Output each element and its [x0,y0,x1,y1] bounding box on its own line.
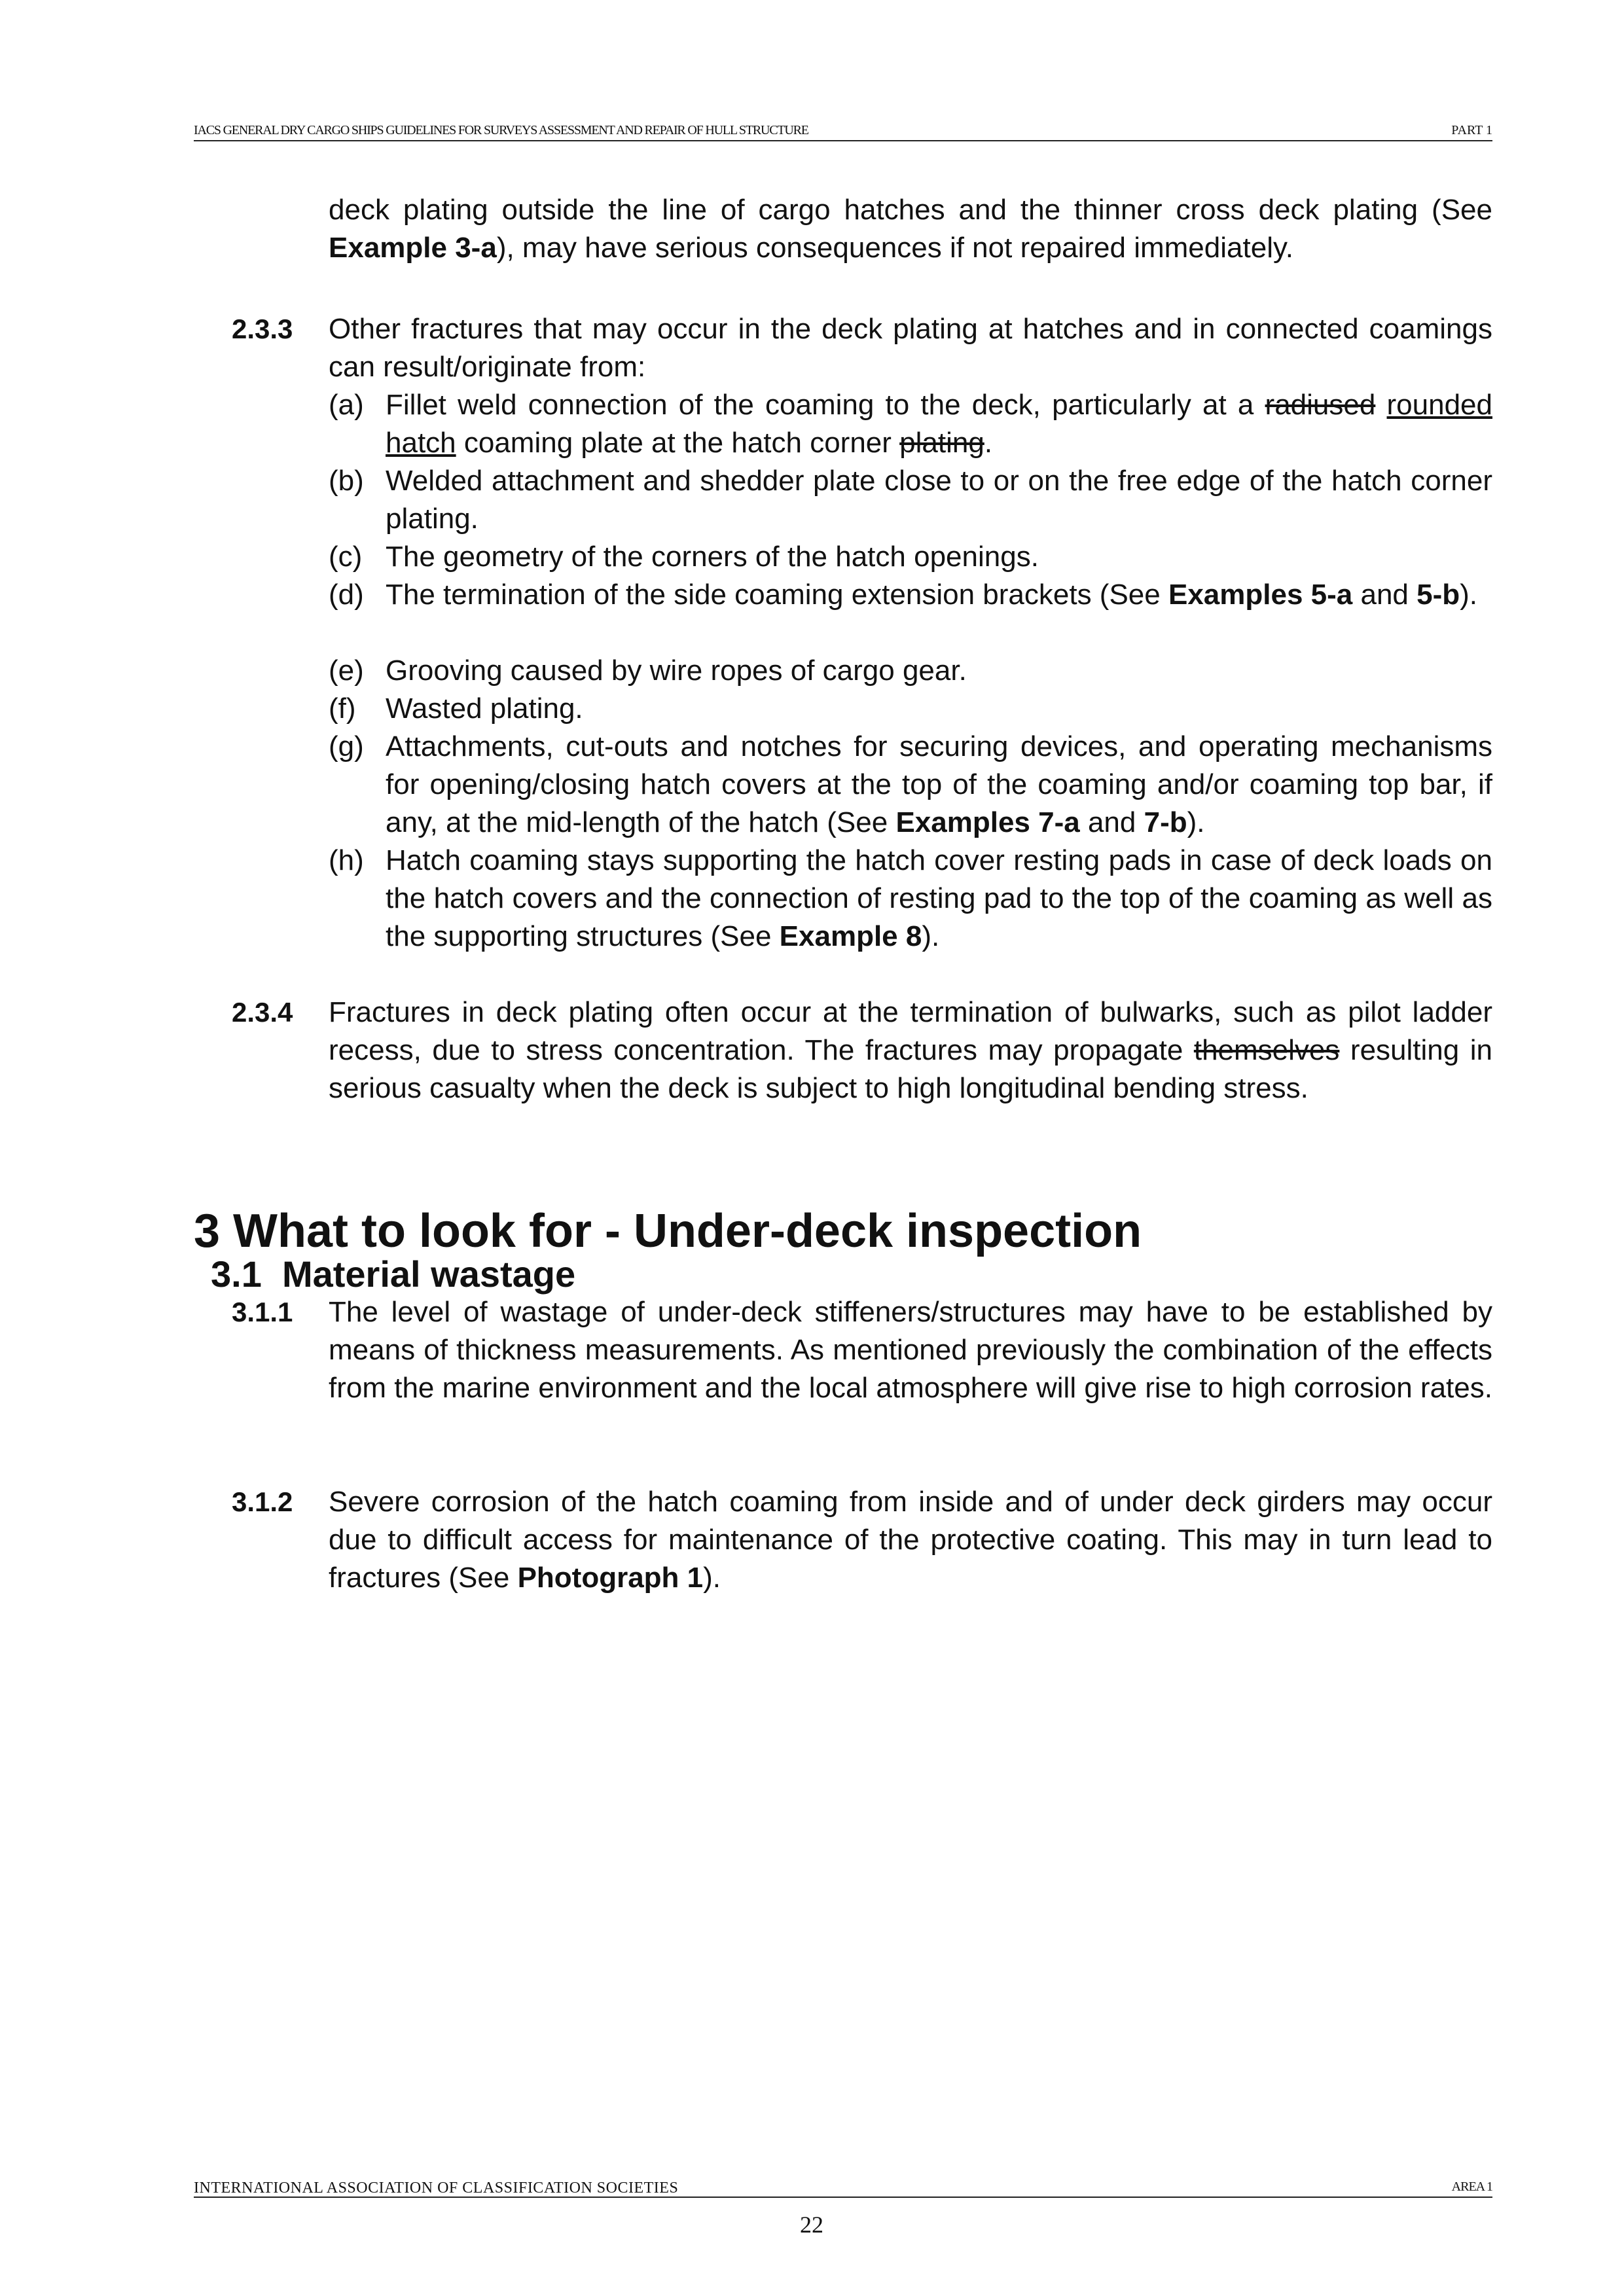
section-number-2-3-3: 2.3.3 [232,314,293,344]
section-number-3-1-1: 3.1.1 [232,1297,293,1327]
page-footer [194,2179,1492,2198]
deleted-text: plating [899,427,984,459]
header-part: PART 1 [1451,123,1492,137]
section-3-1-2-text: Severe corrosion of the hatch coaming from inside and of under deck girders may occur due to difficult access for maintenance of the protective coating. This may in turn lead to fractures (See Photograph 1). [329,1486,1492,1594]
section-2-3-3-intro: Other fractures that may occur in the deck plating at hatches and in connected coamings can result/originate from: [329,313,1492,383]
chapter-heading: 3 What to look for - Under-deck inspection [194,1205,1142,1257]
deleted-text: themselves [1193,1034,1340,1066]
header-title: IACS GENERAL DRY CARGO SHIPS GUIDELINES FOR SURVEYS ASSESSMENT AND REPAIR OF HULL STRUCTURE [194,123,808,137]
section-3-1-1-text: The level of wastage of under-deck stiffeners/structures may have to be established by means of thickness measurements. As mentioned previously the combination of the effects from the marine environment and the local atmosphere will give rise to high corrosion rates. [329,1296,1492,1404]
example-ref: Example 3-a [329,232,497,264]
section-number-3-1-2: 3.1.2 [232,1486,293,1517]
photograph-ref: Photograph 1 [517,1562,704,1594]
example-ref: 5-b [1416,579,1460,611]
page-header [194,123,1492,141]
page-number: 22 [800,2212,823,2238]
section-number-2-3-4: 2.3.4 [232,997,293,1028]
example-ref: Examples 5-a [1168,579,1353,611]
inserted-text: rounded hatch [386,389,1492,459]
example-ref: 7-b [1144,806,1187,838]
section-heading: 3.1 Material wastage [211,1253,576,1295]
deleted-text: radiused [1265,389,1376,421]
example-ref: Examples 7-a [895,806,1080,838]
example-ref: Example 8 [779,920,922,952]
footer-organization: INTERNATIONAL ASSOCIATION OF CLASSIFICATION SOCIETIES [194,2179,679,2197]
continued-paragraph: deck plating outside the line of cargo hatches and the thinner cross deck plating (See Example 3-a), may have serious consequences if not repaired immediately. [329,194,1492,264]
footer-area: AREA 1 [1451,2179,1492,2194]
section-2-3-4-text: Fractures in deck plating often occur at the termination of bulwarks, such as pilot ladder recess, due to stress concentration. The fractures may propagate themselves resulting in serious casualty when the deck is subject to high longitudinal bending stress. [329,996,1492,1104]
